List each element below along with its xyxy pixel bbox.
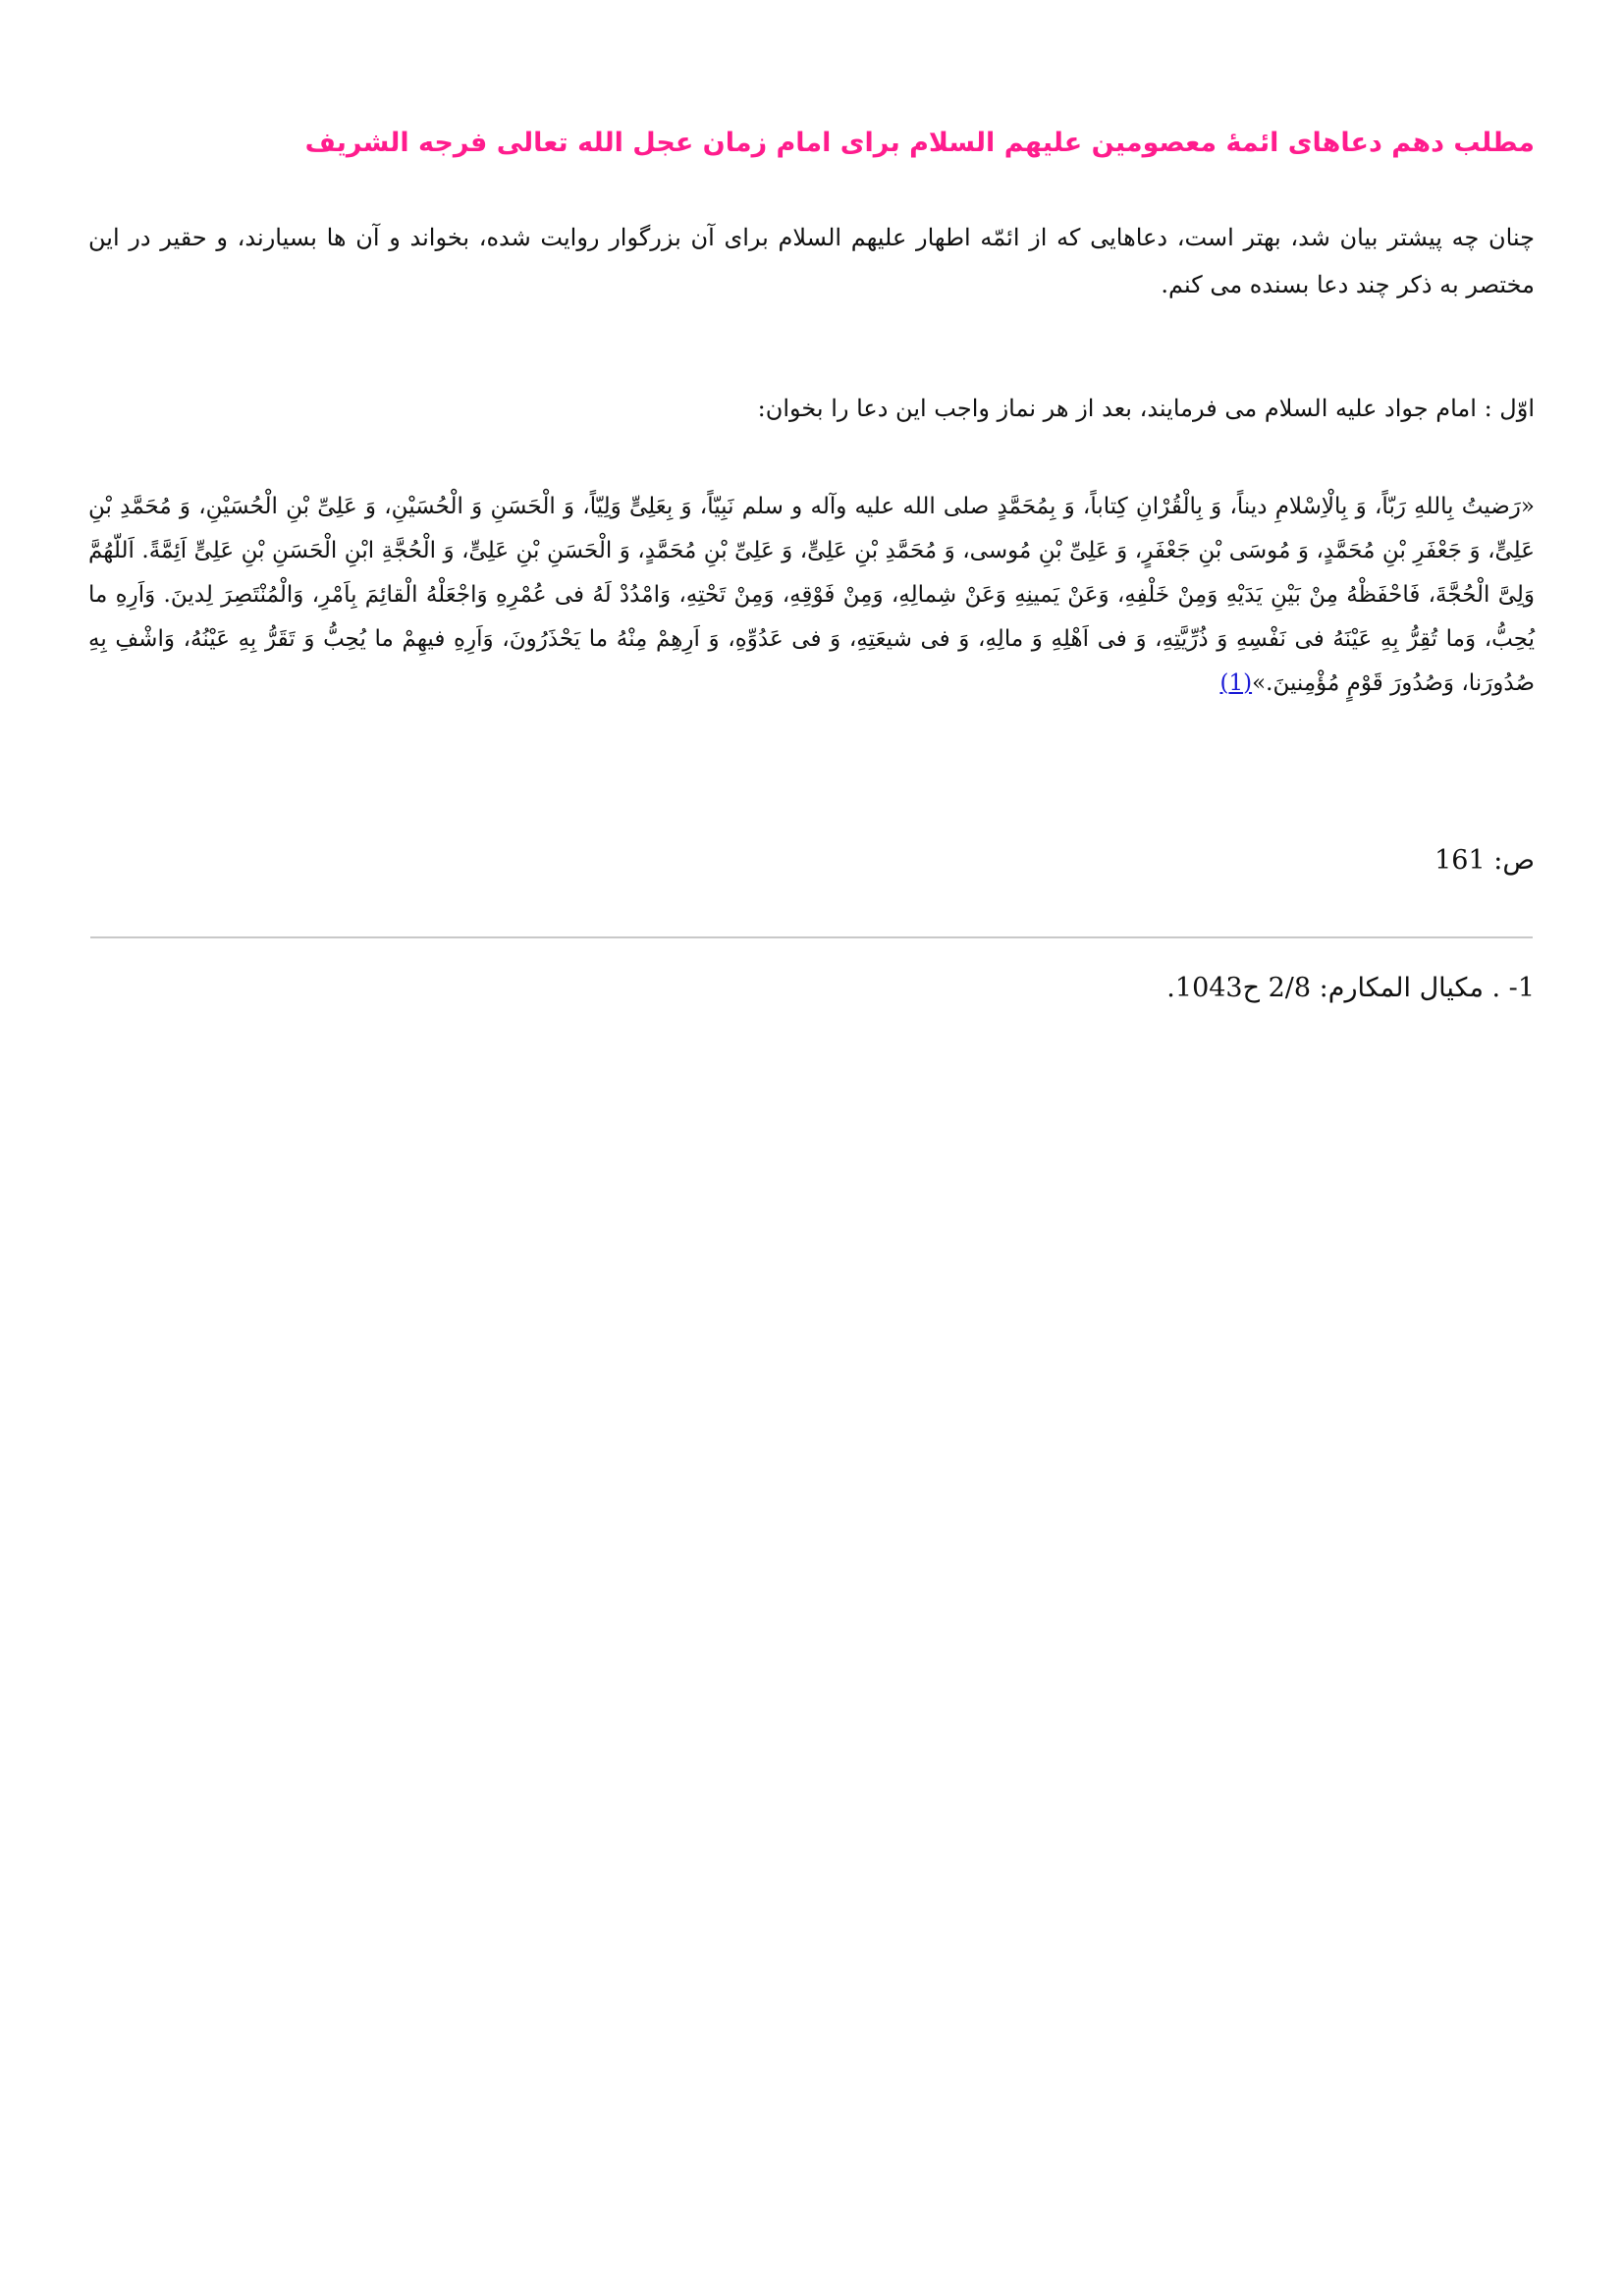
page-number: ص: 161 bbox=[1434, 845, 1535, 876]
footnote-divider bbox=[90, 936, 1533, 938]
footnote-link[interactable]: (1) bbox=[1219, 670, 1253, 696]
intro-paragraph: چنان چه پیشتر بیان شد، بهتر است، دعاهایی که از ائمّه اطهار علیهم السلام برای آن بزرگوار روایت شده، بخواند و آن ها بسیارند، و حقیر در این مختصر به ذکر چند دعا بسنده می کنم. bbox=[88, 224, 1535, 298]
footnote-text: 1- . مکیال المکارم: 2/8 ح1043. bbox=[1166, 973, 1535, 1003]
section-title: مطلب دهم دعاهای ائمهٔ معصومین علیهم السلام برای امام زمان عجل الله تعالی فرجه الشریف bbox=[304, 128, 1535, 158]
first-prayer-intro: اوّل : امام جواد علیه السلام می فرمایند، بعد از هر نماز واجب این دعا را بخوان: bbox=[757, 395, 1535, 422]
prayer-body: «رَضیتُ بِاللهِ رَبّاً، وَ بِالْاِسْلامِ دیناً، وَ بِالْقُرْانِ کِتاباً، وَ بِمُحَمَّدٍ صلی الله علیه وآله و سلم نَبِیّاً، وَ بِعَلِیٍّ وَلِیّاً، وَ الْحَسَنِ وَ الْحُسَیْنِ، وَ عَلِیِّ بْنِ الْحُسَیْنِ، وَ مُحَمَّدِ بْنِ عَلِیٍّ، وَ جَعْفَرِ بْنِ مُحَمَّدٍ، وَ مُوسَی بْنِ جَعْفَرٍ، وَ عَلِیِّ بْنِ مُوسی، وَ مُحَمَّدِ بْنِ عَلِیٍّ، وَ عَلِیِّ بْنِ مُحَمَّدٍ، وَ الْحَسَنِ بْنِ عَلِیٍّ، وَ الْحُجَّةِ ابْنِ الْحَسَنِ بْنِ عَلِیٍّ اَئِمَّةً. اَللّهُمَّ وَلِیَّ الْحُجَّةَ، فَاحْفَظْهُ مِنْ بَیْنِ یَدَیْهِ وَمِنْ خَلْفِهِ، وَعَنْ یَمینِهِ وَعَنْ شِمالِهِ، وَمِنْ فَوْقِهِ، وَمِنْ تَحْتِهِ، وَامْدُدْ لَهُ فی عُمْرِهِ وَاجْعَلْهُ الْقائِمَ بِاَمْرِ، وَالْمُنْتَصِرَ لِدینَ. وَاَرِهِ ما یُحِبُّ، وَما تُقِرُّ بِهِ عَیْنَهُ فی نَفْسِهِ وَ ذُرِّیَّتِهِ، وَ فی اَهْلِهِ وَ مالِهِ، وَ فی شیعَتِهِ، وَ فی عَدُوِّهِ، وَ اَرِهِمْ مِنْهُ ما یَحْذَرُونَ، وَاَرِهِ فیهِمْ ما یُحِبُّ وَ تَقَرُّ بِهِ عَیْنُهُ، وَاشْفِ بِهِ صُدُورَنا، وَصُدُورَ قَوْمٍ مُؤْمِنینَ.» bbox=[88, 494, 1535, 696]
prayer-text bbox=[88, 485, 1535, 706]
